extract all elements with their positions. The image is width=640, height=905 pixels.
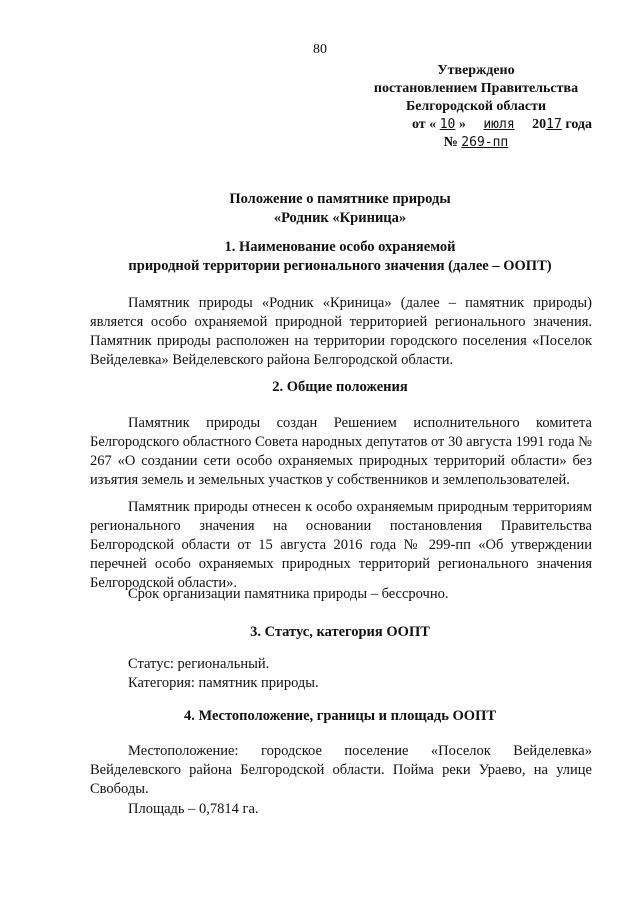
approval-number — [360, 134, 592, 152]
heading-line: 1. Наименование особо охраняемой — [224, 239, 456, 255]
approval-date — [360, 116, 592, 134]
date-day: 10 — [439, 117, 456, 132]
number-prefix: № — [443, 135, 458, 150]
heading-line: 3. Статус, категория ООПТ — [250, 624, 430, 640]
paragraph: Местоположение: городское поселение «Поселок Вейделевка» Вейделевского района Белгородской области. Пойма реки Ураево, на улице Свободы. — [90, 743, 592, 797]
approval-line: Утверждено — [437, 63, 515, 78]
heading-line: 4. Местоположение, границы и площадь ООПТ — [183, 708, 497, 724]
section-heading — [90, 378, 590, 397]
page-number: 80 — [313, 42, 327, 57]
title-line: Положение о памятнике природы — [229, 191, 451, 207]
date-prefix: от « — [411, 117, 437, 132]
date-sep: » — [458, 117, 466, 132]
approval-line: Белгородской области — [405, 99, 547, 114]
date-year-prefix: 20 — [532, 117, 547, 132]
heading-line: 2. Общие положения — [272, 379, 408, 395]
paragraph: Памятник природы «Родник «Криница» (далее – памятник природы) является особо охраняемой природной территорией регионального значения. Памятник природы расположен на территории городского поселения «Поселок Вейделевка» Вейделевского района Белгородской области. — [90, 295, 592, 368]
paragraph: Категория: памятник природы. — [128, 675, 319, 691]
paragraph: Памятник природы создан Решением исполнительного комитета Белгородского областного Совета народных депутатов от 30 августа 1991 года № 267 «О создании сети особо охраняемых природных территорий области» без изъятия земель и земельных участков у собственников и землепользователей. — [90, 415, 592, 488]
date-year-suffix: 17 — [546, 117, 562, 132]
section-heading — [90, 707, 590, 726]
document-title — [90, 190, 590, 228]
section-heading — [90, 623, 590, 642]
number-value: 269-пп — [461, 135, 509, 150]
date-month: июля — [483, 117, 515, 132]
date-suffix: года — [565, 117, 592, 132]
section-heading — [90, 238, 590, 276]
approval-line: постановлением Правительства — [373, 81, 579, 96]
heading-line: природной территории регионального значения (далее – ООПТ) — [128, 258, 552, 274]
paragraph: Памятник природы отнесен к особо охраняемым природным территориям регионального значения на основании постановления Правительства Белгородской области от 15 августа 2016 года № 299-пп «Об утверждении перечней особо охраняемых природных территорий регионального значения Белгородской области». — [90, 499, 592, 591]
paragraph: Срок организации памятника природы – бессрочно. — [128, 586, 449, 602]
paragraph: Площадь – 0,7814 га. — [128, 801, 259, 817]
approval-stamp — [360, 62, 592, 152]
title-line: «Родник «Криница» — [273, 210, 407, 226]
paragraph: Статус: региональный. — [128, 656, 270, 672]
